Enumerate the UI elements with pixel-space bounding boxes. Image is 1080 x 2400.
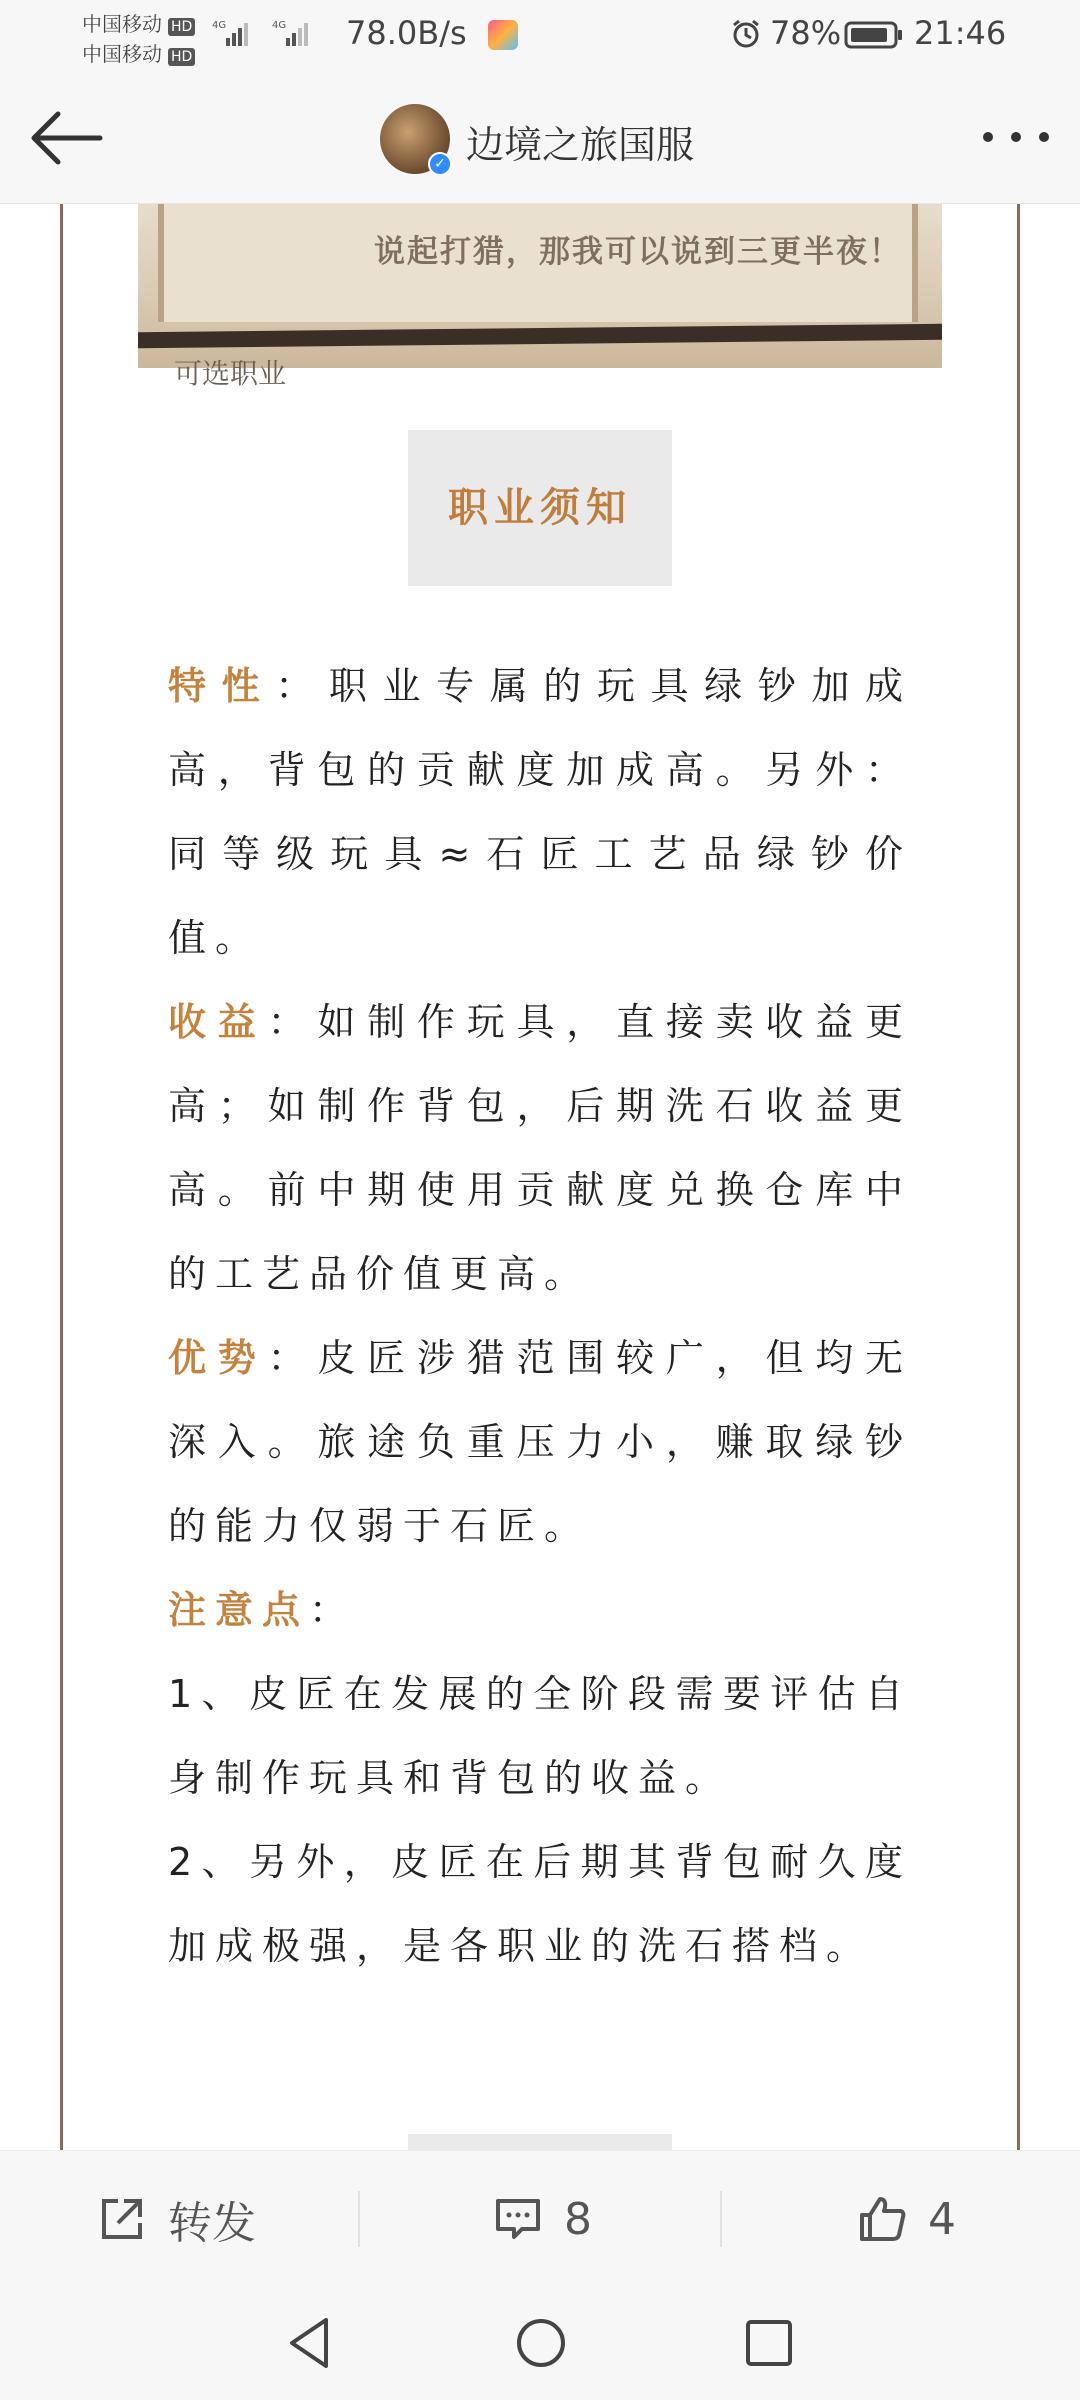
note-item-1: 1、皮匠在发展的全阶段需要评估自身制作玩具和背包的收益。 xyxy=(168,1672,912,1800)
repost-button[interactable] xyxy=(96,2151,256,2287)
paragraph-trait xyxy=(168,644,912,980)
carrier-1-label: 中国移动 xyxy=(82,12,162,36)
comment-button[interactable] xyxy=(492,2151,592,2287)
nav-recent-icon[interactable] xyxy=(736,2310,802,2376)
battery-icon xyxy=(844,20,904,50)
carrier-1 xyxy=(82,8,195,37)
divider-2 xyxy=(720,2191,722,2247)
back-arrow-icon[interactable] xyxy=(24,102,108,174)
article-banner-image xyxy=(138,204,942,390)
repost-label: 转发 xyxy=(168,2198,256,2249)
like-count: 4 xyxy=(928,2193,956,2245)
svg-text:4G: 4G xyxy=(212,20,227,31)
frame-border-right xyxy=(1017,204,1020,2150)
signal-icon xyxy=(212,18,256,48)
text-trait: ：职业专属的玩具绿钞加成高，背包的贡献度加成高。另外：同等级玩具≈石匠工艺品绿钞价值。 xyxy=(168,664,912,960)
banner-text: 说起打猎，那我可以说到三更半夜！ xyxy=(374,234,902,270)
verified-icon: ✓ xyxy=(428,152,452,176)
svg-text:4G: 4G xyxy=(272,20,287,31)
status-bar xyxy=(0,0,1080,72)
like-icon xyxy=(856,2193,908,2245)
note-item-2: 2、另外，皮匠在后期其背包耐久度加成极强，是各职业的洗石搭档。 xyxy=(168,1840,912,1968)
like-button[interactable] xyxy=(856,2151,956,2287)
hd-badge-2: HD xyxy=(168,48,195,66)
key-advantage: 优势 xyxy=(168,1336,268,1380)
frame-border-left xyxy=(60,204,63,2150)
text-advantage: ：皮匠涉猎范围较广，但均无深入。旅途负重压力小，赚取绿钞的能力仅弱于石匠。 xyxy=(168,1336,912,1548)
key-income: 收益 xyxy=(168,1000,268,1044)
divider xyxy=(358,2191,360,2247)
more-icon[interactable] xyxy=(976,112,1056,162)
app-notification-icon xyxy=(488,20,518,50)
nav-home-icon[interactable] xyxy=(508,2310,574,2376)
carrier-2-label: 中国移动 xyxy=(82,42,162,66)
key-trait: 特性 xyxy=(168,664,276,708)
repost-icon xyxy=(96,2193,148,2245)
article-content[interactable] xyxy=(0,204,1080,2150)
banner-strip xyxy=(138,324,942,348)
paragraph-advantage xyxy=(168,1316,912,1568)
article-body xyxy=(168,644,912,1988)
comment-icon xyxy=(492,2193,544,2245)
clock: 21:46 xyxy=(914,14,1007,52)
account-name[interactable]: 边境之旅国服 xyxy=(466,123,695,167)
net-speed: 78.0B/s xyxy=(346,14,467,52)
paragraph-income xyxy=(168,980,912,1316)
action-bar xyxy=(0,2150,1080,2286)
nav-back-icon[interactable] xyxy=(278,2310,344,2376)
battery-percent: 78% xyxy=(770,14,842,52)
system-nav-bar xyxy=(0,2286,1080,2400)
comment-count: 8 xyxy=(564,2193,592,2245)
signal-icon-2 xyxy=(272,18,316,48)
alarm-icon xyxy=(730,18,762,50)
app-header xyxy=(0,72,1080,204)
section-title: 职业须知 xyxy=(408,430,672,586)
text-income: ：如制作玩具，直接卖收益更高；如制作背包，后期洗石收益更高。前中期使用贡献度兑换仓库中的工艺品价值更高。 xyxy=(168,1000,912,1296)
paragraph-notes xyxy=(168,1568,912,1652)
hd-badge: HD xyxy=(168,18,195,36)
key-notes: 注意点 xyxy=(168,1588,310,1632)
banner-cut-text: 可选职业 xyxy=(174,357,287,390)
carrier-2 xyxy=(82,38,195,67)
text-notes: ： xyxy=(309,1588,357,1632)
